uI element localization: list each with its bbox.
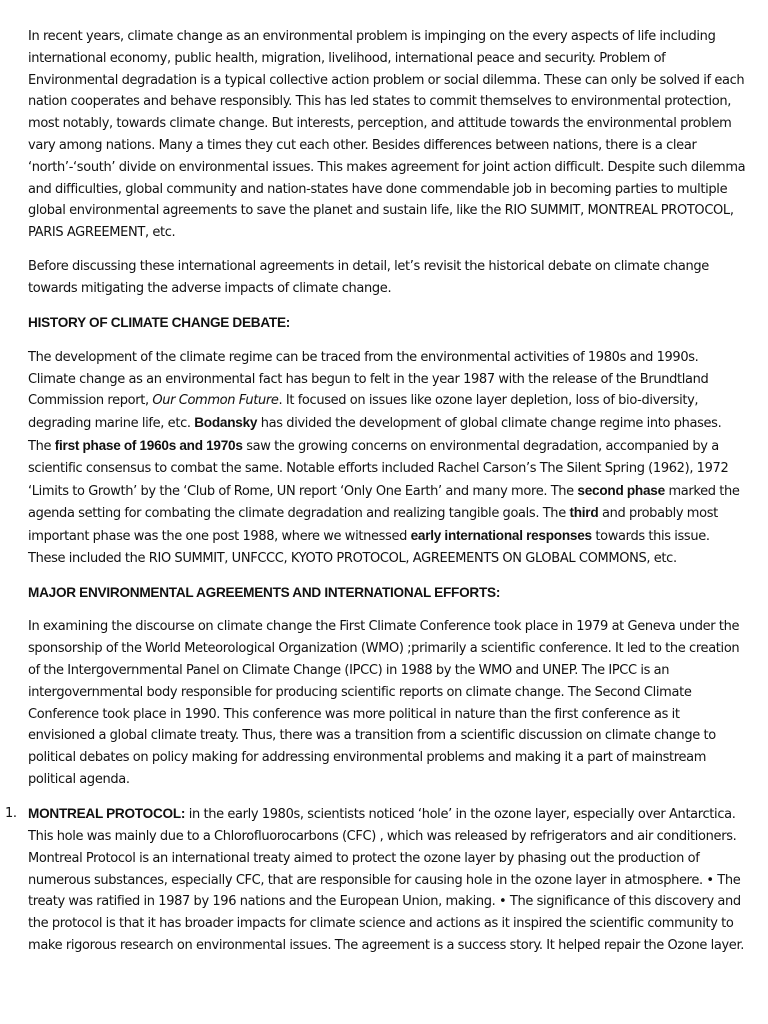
intro-paragraph-1: In recent years, climate change as an environmental problem is impinging on the every aspects of life including international economy, public health, migration, livelihood, international peace and security. Problem of Environmental degradation is a typical collective action problem or social dilemma. These can only be solved if each nation cooperates and behave responsibly. This has led states to commit themselves to environmental protection, most notably, towards climate change. But interests, perception, and attitude towards the environmental problem vary among nations. Many a times they cut each other. Besides differences between nations, there is a clear ‘north’-‘south’ divide on environmental issues. This makes agreement for joint action difficult. Despite such dilemma and difficulties, global community and nation-states have done commendable job in becoming parties to multiple global environmental agreements to save the planet and sustain life, like the RIO SUMMIT, MONTREAL PROTOCOL, PARIS AGREEMENT, etc. — [28, 29, 746, 241]
list-number: 1. — [5, 806, 17, 822]
intro-paragraph-2: Before discussing these international agreements in detail, let’s revisit the historical debate on climate change towards mitigating the adverse impacts of climate change. — [28, 259, 709, 297]
history-text-4: saw the growing concerns on environmental degradation, accompanied by a scientific consensus to combat the same. Notable efforts included Rachel Carson’s The Silent Spring (1962), 1972 ‘Limits to Growth’ by the ‘Club of Rome, UN report ‘Only One Earth’ and many more. The — [28, 438, 729, 499]
history-paragraph — [28, 347, 748, 570]
history-text-5: marked the agenda setting for combating the climate degradation and realizing tangible goals. The — [28, 483, 740, 522]
bodansky-name: Bodansky — [194, 415, 258, 431]
agreements-paragraph: In examining the discourse on climate change the First Climate Conference took place in 1979 at Geneva under the sponsorship of the World Meteorological Organization (WMO) ;primarily a scientific conference. It led to the creation of the Intergovernmental Panel on Climate Change (IPCC) in 1988 by the WMO and UNEP. The IPCC is an intergovernmental body responsible for producing scientific reports on climate change. The Second Climate Conference took place in 1990. This conference was more political in nature than the first conference as it envisioned a global climate treaty. Thus, there was a transition from a scientific discussion on climate change to political debates on policy making for addressing environmental problems and making it a part of mainstream political agenda. — [28, 619, 740, 788]
first-phase-label: first phase of 1960s and 1970s — [54, 437, 243, 453]
montreal-protocol-title: MONTREAL PROTOCOL: — [28, 806, 186, 822]
document-page — [5, 26, 748, 969]
montreal-protocol-text: in the early 1980s, scientists noticed ‘hole’ in the ozone layer, especially over Antarctica. This hole was mainly due to a Chlorofluorocarbons (CFC) , which was released by refrigerators and air conditioners. Montreal Protocol is an international treaty aimed to protect the ozone layer by phasing out the production of numerous substances, especially CFC, that are responsible for causing hole in the ozone layer in atmosphere. • The treaty was ratified in 1987 by 196 nations and the European Union, making. • The significance of this discovery and the protocol is that it has broader impacts for climate science and actions as it inspired the scientific community to make rigorous research on environmental issues. The agreement is a success story. It helped repair the Ozone layer. — [28, 807, 745, 954]
list-item — [5, 803, 748, 957]
history-text-1: The development of the climate regime can be traced from the environmental activities of 1980s and 1990s. Climate change as an environmental fact has begun to felt in the year 1987 with the release of the Brundtland Commission report, — [28, 349, 709, 409]
history-text-2: . It focused on issues like ozone layer depletion, loss of bio-diversity, degrading marine life, etc. — [28, 393, 699, 432]
history-text-3: has divided the development of global climate change regime into phases. The — [28, 416, 722, 454]
early-responses-label: early international responses — [410, 528, 592, 544]
history-text-6: and probably most important phase was the one post 1988, where we witnessed — [28, 506, 718, 545]
third-phase-label: third — [569, 505, 599, 521]
history-heading: HISTORY OF CLIMATE CHANGE DEBATE: — [28, 315, 291, 331]
second-phase-label: second phase — [577, 482, 665, 498]
agreements-heading: MAJOR ENVIRONMENTAL AGREEMENTS AND INTERNATIONAL EFFORTS: — [28, 585, 501, 601]
history-text-7: towards this issue. These included the RIO SUMMIT, UNFCCC, KYOTO PROTOCOL, AGREEMENTS ON GLOBAL COMMONS, etc. — [28, 529, 710, 566]
report-title: Our Common Future — [152, 393, 279, 409]
